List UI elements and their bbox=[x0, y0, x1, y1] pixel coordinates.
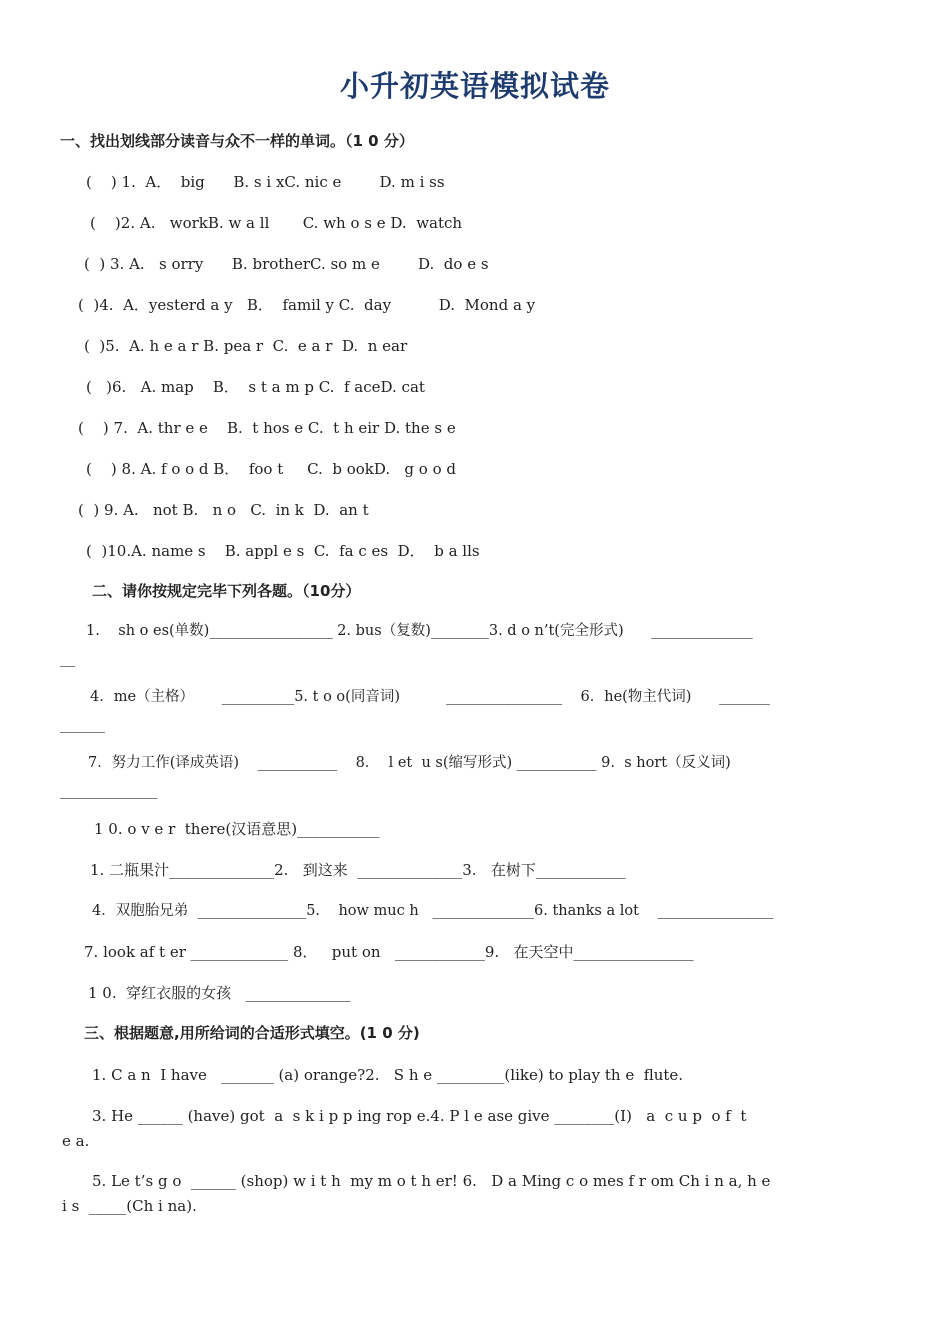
section2-line-1-wrap: __ bbox=[60, 649, 75, 667]
section3-line-1: 1. C a n I have _______ (a) orange?2. S h e _________(like) to play th e flute. bbox=[92, 1066, 684, 1084]
section3-line-2: 3. He ______ (have) got a s k i p p ing rop e.4. P l e ase give ________(I) a c u p o f t bbox=[92, 1107, 747, 1125]
section3-line-3: 5. Le t’s g o ______ (shop) w i t h my m o t h er! 6. D a Ming c o mes f r om Ch i n a, h e bbox=[92, 1172, 771, 1190]
section1-item-2: ( )2. A. workB. w a ll C. wh o s e D. watch bbox=[90, 214, 463, 232]
section2-line-1: 1. sh o es(单数)_________________ 2. bus（复数)________3. d o n’t(完全形式) ______________ bbox=[86, 623, 753, 639]
section2-line-4: 1 0. o v e r there(汉语意思)___________ bbox=[94, 820, 380, 838]
section1-item-4: ( )4. A．yesterd a y B． famil y C. day D. Mond a y bbox=[78, 296, 536, 314]
section1-item-8: ( ) 8. A. f o o d B． foo t C. b ookD. g o o d bbox=[86, 460, 456, 478]
section2-line-5: 1. 二瓶果汁______________2. 到这来 ______________3. 在树下____________ bbox=[90, 861, 626, 879]
section2-line-3: 7．努力工作(译成英语) ___________ 8． l et u s(缩写形式) ___________ 9. s hort（反义词) bbox=[88, 755, 731, 771]
section1-item-10: ( )10.A. name s B. appl e s C. fa c es D． b a lls bbox=[86, 542, 480, 560]
section1-item-1: ( ) 1. A． big B. s i xC. nic e D. m i ss bbox=[86, 173, 445, 191]
section2-line-2: 4．me（主格） __________5. t o o(同音词) ________________ 6．he(物主代词) _______ bbox=[90, 689, 770, 705]
section1-heading: 一、找出划线部分读音与众不一样的单词。（1 0 分） bbox=[60, 132, 414, 150]
section3-heading: 三、根据题意,用所给词的合适形式填空。(1 0 分) bbox=[84, 1024, 420, 1042]
section2-line-3-wrap: _____________ bbox=[60, 781, 158, 799]
section2-heading: 二、请你按规定完毕下列各题。（10分） bbox=[92, 582, 361, 600]
section2-line-2-wrap: ______ bbox=[60, 715, 105, 733]
section2-line-6: 4．双胞胎兄弟 _______________5. how muc h ______________6. thanks a lot ________________ bbox=[92, 903, 774, 919]
section3-line-3-wrap: i s _____(Ch i na). bbox=[62, 1197, 197, 1215]
section1-item-9: ( ) 9. A. not B. n o C. in k D. an t bbox=[78, 501, 369, 519]
section1-item-5: ( )5. A. h e a r B. pea r C. e a r D. n ear bbox=[84, 337, 408, 355]
section3-line-2-wrap: e a. bbox=[62, 1132, 90, 1150]
section1-item-6: ( )6. A. map B． s t a m p C. f aceD. cat bbox=[86, 378, 425, 396]
section1-item-7: ( ) 7. A. thr e e B. t hos e C. t h eir D. the s e bbox=[78, 419, 456, 437]
section1-item-3: ( ) 3. A. s orry B. brotherC. so m e D. do e s bbox=[84, 255, 489, 273]
page-title: 小升初英语模拟试卷 bbox=[339, 69, 610, 103]
section2-line-7: 7. look af t er _____________ 8． put on ____________9. 在天空中________________ bbox=[84, 943, 694, 961]
section2-line-8: 1 0. 穿红衣服的女孩 ______________ bbox=[88, 984, 351, 1002]
